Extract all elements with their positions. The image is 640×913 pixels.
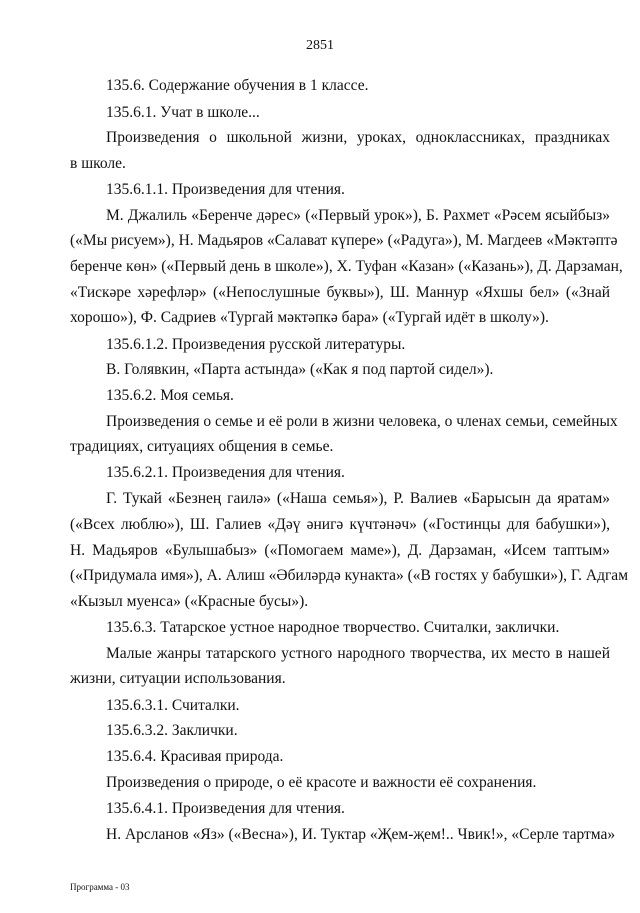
paragraph-line: Произведения о семье и её роли в жизни человека, о членах семьи, семейных [106,413,618,430]
paragraph-line: Н. Мадьяров «Булышабыз» («Помогаем маме»), Д. Дарзаман, «Исем таптым» [70,542,610,559]
subsection-heading: 135.6.2. Моя семья. [106,387,234,404]
subsection-heading: 135.6.4.1. Произведения для чтения. [106,800,345,817]
subsection-heading: 135.6.1. Учат в школе... [106,104,260,121]
footer-note: Программа - 03 [70,882,130,892]
paragraph-line: традициях, ситуациях общения в семье. [70,438,334,455]
paragraph-line: беренче көн» («Первый день в школе»), Х. Туфан «Казан» («Казань»), Д. Дарзаман, [70,258,623,275]
section-heading: 135.6. Содержание обучения в 1 классе. [106,77,369,94]
paragraph-line: Малые жанры татарского устного народного творчества, их место в нашей [106,645,610,662]
subsection-heading: 135.6.3. Татарское устное народное творчество. Считалки, заклички. [106,619,560,636]
paragraph-line: «Кызыл муенса» («Красные бусы»). [70,593,309,610]
paragraph-line: жизни, ситуации использования. [70,670,286,687]
paragraph-line: В. Голявкин, «Парта астында» («Как я под партой сидел»). [106,361,494,378]
paragraph-line: («Мы рисуем»), Н. Мадьяров «Салават күпере» («Радуга»), М. Магдеев «Мәктәптә [70,232,618,249]
paragraph-line: («Всех люблю»), Ш. Галиев «Дәү әнигә күчтәнәч» («Гостинцы для бабушки»), [70,516,610,533]
subsection-heading: 135.6.3.2. Заклички. [106,722,238,739]
subsection-heading: 135.6.1.2. Произведения русской литературы. [106,336,406,353]
subsection-heading: 135.6.3.1. Считалки. [106,697,240,714]
paragraph-line: Г. Тукай «Безнең гаилә» («Наша семья»), Р. Валиев «Барысын да яратам» [106,490,610,507]
page-number: 2851 [306,38,334,53]
paragraph-line: («Придумала имя»), А. Алиш «Әбиләрдә кунакта» («В гостях у бабушки»), Г. Адгам [70,567,628,584]
paragraph-line: хорошо»), Ф. Садриев «Тургай мәктәпкә бара» («Тургай идёт в школу»). [70,309,549,326]
paragraph-line: Произведения о природе, о её красоте и важности её сохранения. [106,774,537,791]
subsection-heading: 135.6.2.1. Произведения для чтения. [106,464,345,481]
subsection-heading: 135.6.1.1. Произведения для чтения. [106,181,345,198]
paragraph-line: Произведения о школьной жизни, уроках, одноклассниках, праздниках [106,129,610,146]
paragraph-line: в школе. [70,155,126,172]
paragraph-line: «Тискәре хәрефләр» («Непослушные буквы»), Ш. Маннур «Яхшы бел» («Знай [70,284,610,301]
paragraph-line: М. Джалиль «Беренче дәрес» («Первый урок»), Б. Рахмет «Рәсем ясыйбыз» [106,207,610,224]
paragraph-line: Н. Арсланов «Яз» («Весна»), И. Туктар «Җем-җем!.. Чвик!», «Серле тартма» [106,826,616,843]
subsection-heading: 135.6.4. Красивая природа. [106,748,284,765]
